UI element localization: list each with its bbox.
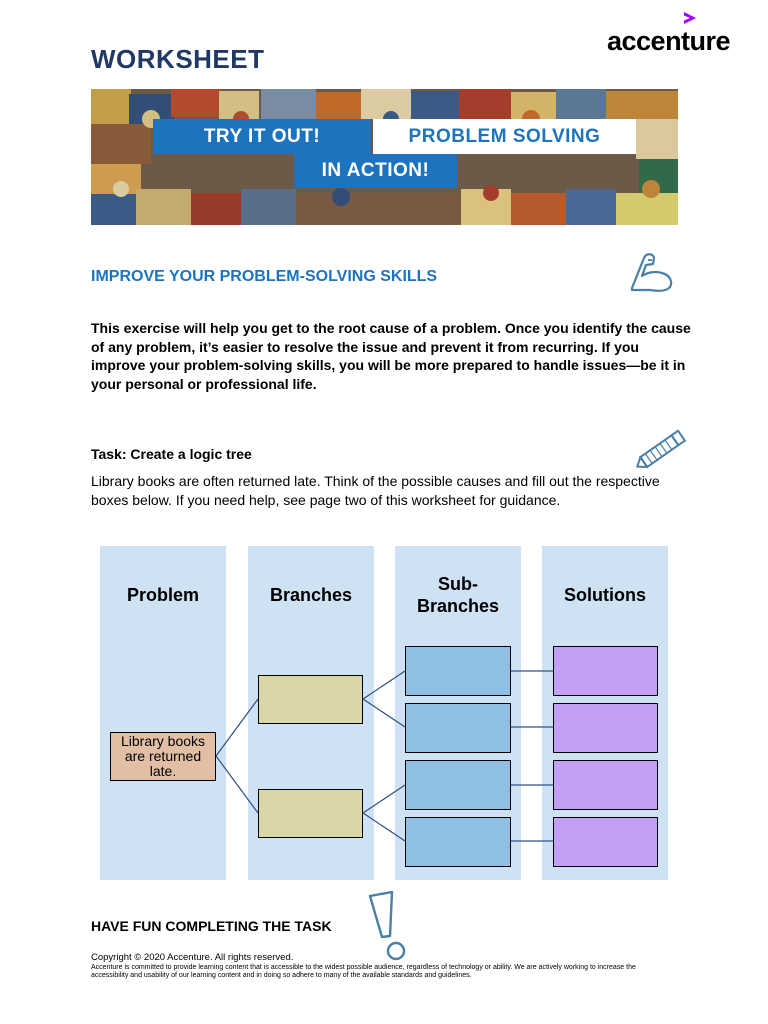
column-header-sub-branches: Sub- Branches (416, 574, 500, 616)
sub-branch-box-2[interactable] (405, 703, 511, 753)
task-description: Library books are often returned late. Think of the possible causes and fill out the respective boxes below. If you need help, see page two of this worksheet for guidance. (91, 473, 660, 508)
column-header-solutions: Solutions (564, 585, 646, 605)
section-heading: IMPROVE YOUR PROBLEM-SOLVING SKILLS (91, 268, 438, 285)
solution-box-1[interactable] (553, 646, 658, 696)
solution-box-2[interactable] (553, 703, 658, 753)
sub-branch-box-3[interactable] (405, 760, 511, 810)
branch-box-1[interactable] (258, 675, 363, 724)
worksheet-title: WORKSHEET (91, 44, 265, 74)
column-header-branches: Branches (269, 585, 353, 605)
solution-box-4[interactable] (553, 817, 658, 867)
problem-box: Library books are returned late. (110, 732, 216, 781)
task-title: Task: Create a logic tree (91, 446, 252, 462)
solution-box-3[interactable] (553, 760, 658, 810)
banner-tag-try-it-out: TRY IT OUT! (153, 119, 371, 154)
exclamation-icon (366, 890, 410, 962)
sub-branch-box-1[interactable] (405, 646, 511, 696)
banner-tag-problem-solving: PROBLEM SOLVING (373, 119, 636, 154)
intro-paragraph: This exercise will help you get to the root cause of a problem. Once you identify the cause of any problem, it’s easier to resolve the issue and prevent it from recurring. If you improve your problem-solving skills, you will be more prepared to handle issues—be it in your personal or professional life. (91, 320, 691, 392)
column-header-problem: Problem (126, 585, 200, 605)
logo-text: accenture (607, 26, 731, 56)
sub-branch-box-4[interactable] (405, 817, 511, 867)
copyright-text: Copyright © 2020 Accenture. All rights reserved. (91, 952, 294, 963)
footer-heading: HAVE FUN COMPLETING THE TASK (91, 918, 332, 934)
banner-tag-in-action: IN ACTION! (294, 154, 457, 188)
branch-box-2[interactable] (258, 789, 363, 838)
accessibility-fineprint: Accenture is committed to provide learning content that is accessible to the widest possible audience, regardless of technology or ability. We are actively working to increase the accessibility and usability of our learning content and in doing so adhere to many of the available standards and guidelines. (91, 964, 636, 979)
